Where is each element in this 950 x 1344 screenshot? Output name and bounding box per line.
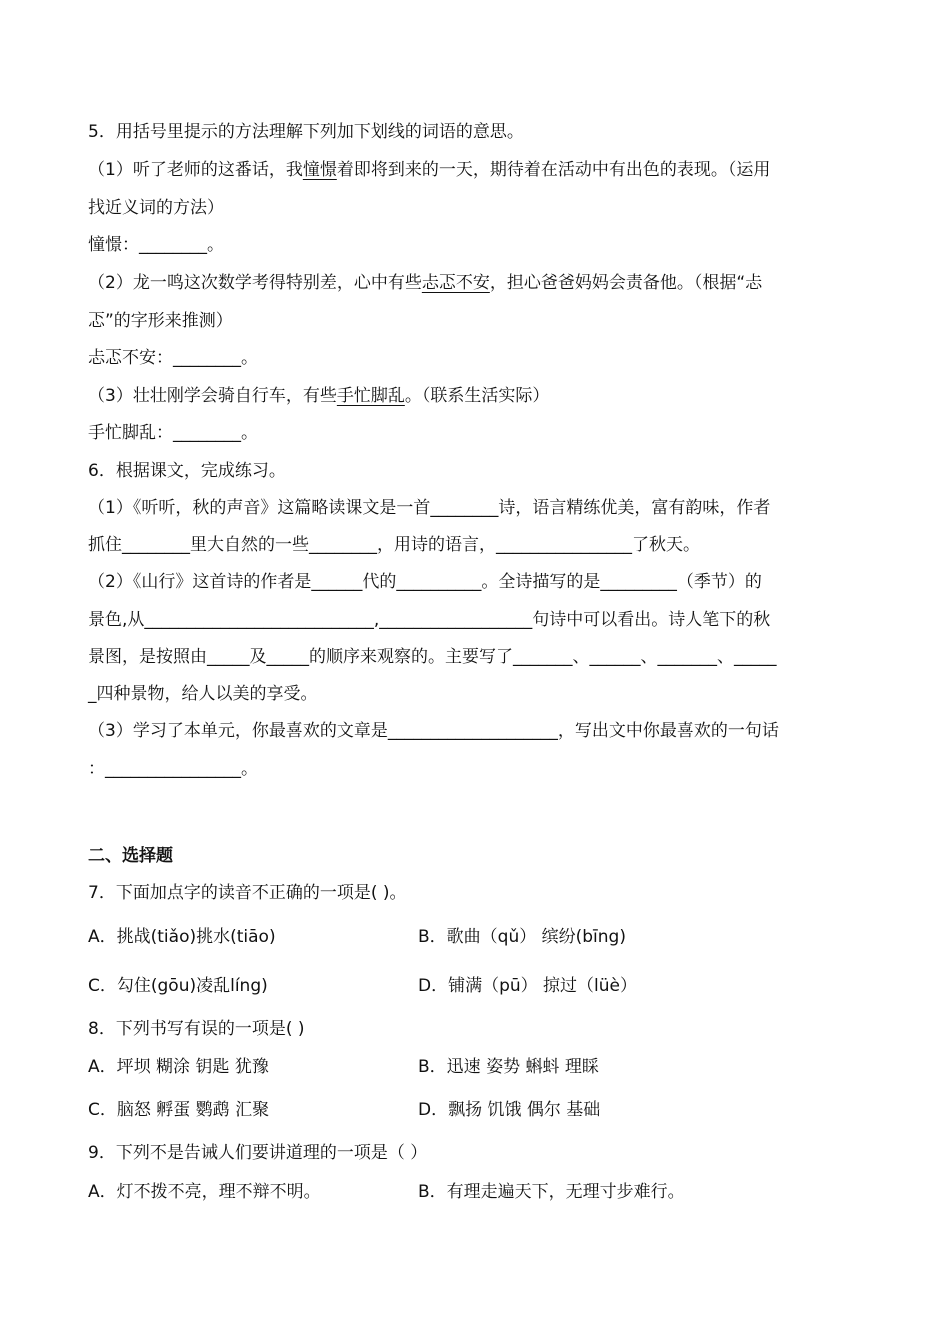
q6-title: 6．根据课文，完成练习。 xyxy=(88,461,286,481)
q7-option-c: C．勾住(gōu)凌乱líng) xyxy=(88,976,268,996)
q5-s1-pre: （1）听了老师的这番话，我 xyxy=(88,160,303,180)
q6-line-7: （3）学习了本单元，你最喜欢的文章是____________________，写出文中你最喜欢的一句话 xyxy=(88,721,779,741)
q5-answer-2: 忐忑不安：________。 xyxy=(88,348,258,368)
q5-s3-post: 。（联系生活实际） xyxy=(404,386,550,406)
q7-title: 7．下面加点字的读音不正确的一项是( )。 xyxy=(88,883,407,903)
q7-option-b: B．歌曲（qǔ） 缤纷(bīng) xyxy=(418,927,626,947)
q8-option-b: B．迅速 姿势 蝌蚪 理睬 xyxy=(418,1057,599,1077)
q7-option-a: A．挑战(tiǎo)挑水(tiāo) xyxy=(88,927,276,947)
q6-line-1: （1）《听听，秋的声音》这篇略读课文是一首________诗，语言精练优美，富有韵味，作者 xyxy=(88,498,771,518)
q5-sentence-2-cont: 忑”的字形来推测） xyxy=(88,311,233,331)
q5-s1-underlined-word: 憧憬 xyxy=(302,160,337,180)
q5-sentence-1-cont: 找近义词的方法） xyxy=(88,198,224,218)
q8-title: 8．下列书写有误的一项是( ) xyxy=(88,1019,305,1039)
q5-answer-1: 憧憬：________。 xyxy=(88,235,224,255)
q5-s3-underlined-word: 手忙脚乱 xyxy=(336,386,405,406)
q5-sentence-1 xyxy=(88,158,770,182)
q8-option-d: D．飘扬 饥饿 偶尔 基础 xyxy=(418,1100,601,1120)
q5-s2-pre: （2）龙一鸣这次数学考得特别差，心中有些 xyxy=(88,273,422,293)
q9-option-b: B．有理走遍天下，无理寸步难行。 xyxy=(418,1182,685,1202)
q5-sentence-2 xyxy=(88,271,762,295)
q6-line-6: _四种景物，给人以美的享受。 xyxy=(88,684,318,704)
q5-s3-pre: （3）壮壮刚学会骑自行车，有些 xyxy=(88,386,337,406)
q9-option-a: A．灯不拨不亮，理不辩不明。 xyxy=(88,1182,321,1202)
q6-line-5: 景图，是按照由_____及_____的顺序来观察的。主要写了_______、______、_______、_____ xyxy=(88,647,777,667)
q9-title: 9．下列不是告诫人们要讲道理的一项是（ ） xyxy=(88,1143,428,1163)
q5-answer-3: 手忙脚乱：________。 xyxy=(88,423,258,443)
q7-option-d: D．铺满（pū） 掠过（lüè） xyxy=(418,976,638,996)
q6-line-8: ：________________。 xyxy=(88,759,258,779)
q6-line-4: 景色,从___________________________,__________________句诗中可以看出。诗人笔下的秋 xyxy=(88,610,771,630)
q6-line-3: （2）《山行》这首诗的作者是______代的__________。全诗描写的是_________（季节）的 xyxy=(88,572,762,592)
q8-option-a: A．坪坝 糊涂 钥匙 犹豫 xyxy=(88,1057,269,1077)
q6-line-2: 抓住________里大自然的一些________，用诗的语言，________________了秋天。 xyxy=(88,535,700,555)
q8-option-c: C．脑怒 孵蛋 鹦鹉 汇聚 xyxy=(88,1100,270,1120)
q5-title: 5．用括号里提示的方法理解下列加下划线的词语的意思。 xyxy=(88,122,524,142)
section-heading-choice: 二、选择题 xyxy=(88,846,173,866)
q5-s1-post: 着即将到来的一天，期待着在活动中有出色的表现。（运用 xyxy=(336,160,771,180)
q5-s2-post: ，担心爸爸妈妈会责备他。（根据“忐 xyxy=(489,273,763,293)
q5-sentence-3 xyxy=(88,384,549,408)
q5-s2-underlined-word: 忐忑不安 xyxy=(421,273,490,293)
